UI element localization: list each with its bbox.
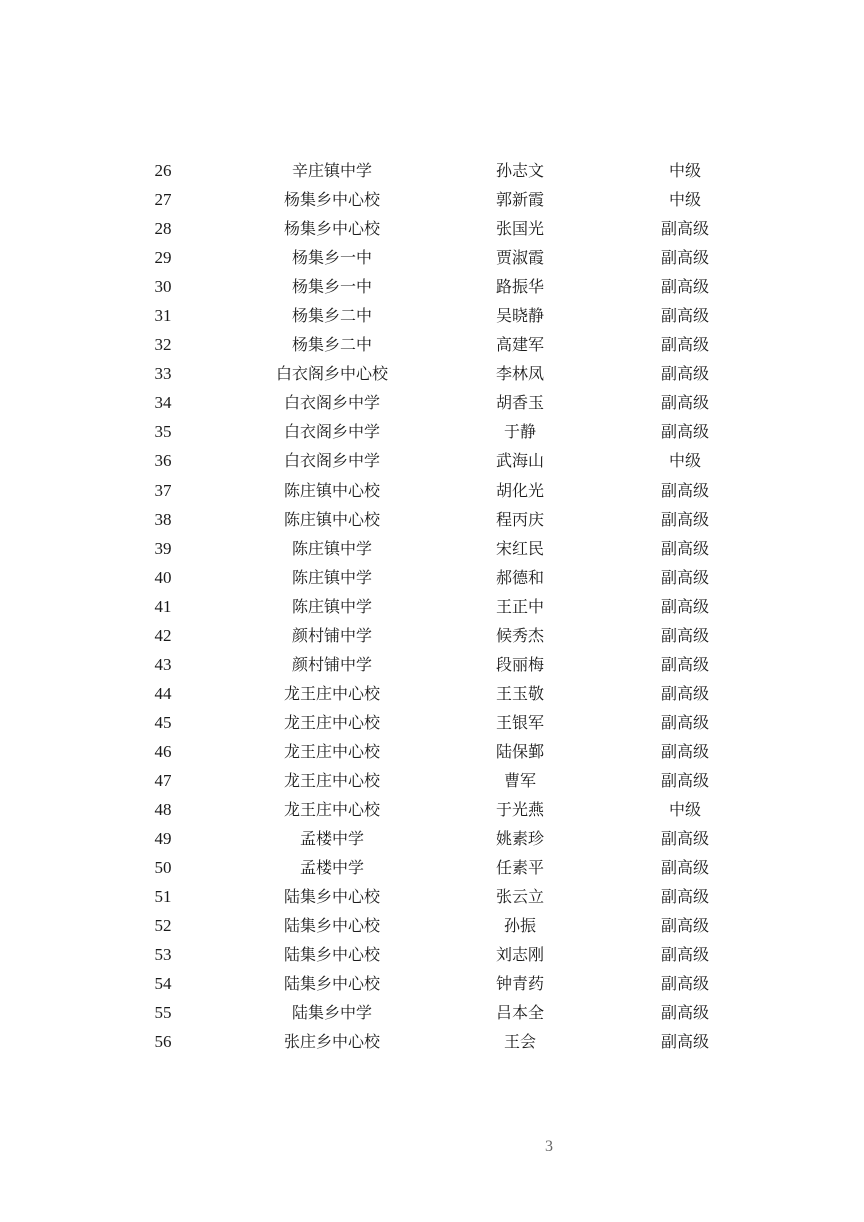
staff-table — [0, 156, 864, 1056]
teacher-name: 于光燕 — [495, 800, 544, 820]
teacher-name: 王银军 — [495, 712, 544, 732]
table-row — [0, 621, 864, 650]
table-row — [0, 330, 864, 359]
row-number: 39 — [154, 538, 172, 558]
teacher-name: 贾淑霞 — [495, 248, 544, 268]
table-row — [0, 737, 864, 766]
table-row — [0, 650, 864, 679]
teacher-name: 孙振 — [503, 916, 536, 936]
school-name: 陈庄镇中心校 — [283, 509, 380, 529]
row-number: 36 — [154, 451, 172, 471]
table-row — [0, 388, 864, 417]
row-number: 30 — [154, 277, 172, 297]
teacher-name: 孙志文 — [495, 161, 544, 180]
row-number: 27 — [154, 190, 172, 210]
table-row — [0, 1027, 864, 1056]
title-level: 副高级 — [660, 509, 709, 529]
teacher-name: 候秀杰 — [495, 625, 544, 645]
teacher-name: 胡香玉 — [495, 393, 544, 413]
title-level: 副高级 — [660, 393, 709, 413]
row-number: 32 — [154, 335, 172, 355]
school-name: 杨集乡二中 — [291, 306, 372, 326]
school-name: 陆集乡中心校 — [283, 887, 380, 907]
title-level: 中级 — [668, 800, 701, 820]
school-name: 杨集乡一中 — [291, 248, 372, 268]
table-row — [0, 417, 864, 446]
school-name: 陈庄镇中学 — [291, 538, 372, 558]
school-name: 颜村铺中学 — [291, 625, 372, 645]
row-number: 46 — [154, 741, 172, 761]
title-level: 副高级 — [660, 770, 709, 790]
school-name: 龙王庄中心校 — [283, 712, 380, 732]
teacher-name: 于静 — [503, 422, 536, 442]
school-name: 杨集乡二中 — [291, 335, 372, 355]
school-name: 张庄乡中心校 — [283, 1032, 380, 1052]
school-name: 杨集乡中心校 — [283, 219, 380, 239]
row-number: 53 — [154, 945, 172, 965]
table-row — [0, 563, 864, 592]
row-number: 56 — [154, 1032, 172, 1052]
teacher-name: 郭新霞 — [495, 190, 544, 210]
row-number: 54 — [154, 974, 172, 994]
table-row — [0, 766, 864, 795]
row-number: 28 — [154, 219, 172, 239]
school-name: 颜村铺中学 — [291, 654, 372, 674]
title-level: 副高级 — [660, 567, 709, 587]
school-name: 陈庄镇中学 — [291, 567, 372, 587]
table-row — [0, 592, 864, 621]
title-level: 副高级 — [660, 654, 709, 674]
school-name: 龙王庄中心校 — [283, 741, 380, 761]
table-row — [0, 156, 864, 185]
school-name: 孟楼中学 — [299, 829, 364, 849]
row-number: 41 — [154, 596, 172, 616]
title-level: 副高级 — [660, 858, 709, 878]
teacher-name: 宋红民 — [495, 538, 544, 558]
teacher-name: 王会 — [503, 1032, 536, 1052]
teacher-name: 武海山 — [495, 451, 544, 471]
title-level: 副高级 — [660, 741, 709, 761]
page-number: 3 — [545, 1138, 553, 1155]
table-row — [0, 446, 864, 475]
row-number: 44 — [154, 683, 172, 703]
school-name: 龙王庄中心校 — [283, 770, 380, 790]
table-row — [0, 679, 864, 708]
school-name: 白衣阁乡中心校 — [275, 364, 388, 384]
title-level: 副高级 — [660, 916, 709, 936]
row-number: 29 — [154, 248, 172, 268]
school-name: 陆集乡中心校 — [283, 916, 380, 936]
row-number: 34 — [154, 393, 172, 413]
school-name: 龙王庄中心校 — [283, 683, 380, 703]
school-name: 陈庄镇中心校 — [283, 480, 380, 500]
title-level: 副高级 — [660, 887, 709, 907]
teacher-name: 王玉敬 — [495, 683, 544, 703]
title-level: 副高级 — [660, 538, 709, 558]
title-level: 副高级 — [660, 683, 709, 703]
title-level: 副高级 — [660, 306, 709, 326]
title-level: 中级 — [668, 451, 701, 471]
title-level: 副高级 — [660, 945, 709, 965]
row-number: 35 — [154, 422, 172, 442]
table-row — [0, 708, 864, 737]
teacher-name: 张云立 — [495, 887, 544, 907]
table-row — [0, 911, 864, 940]
row-number: 45 — [154, 712, 172, 732]
teacher-name: 姚素珍 — [495, 829, 544, 849]
teacher-name: 李林凤 — [495, 364, 544, 384]
title-level: 副高级 — [660, 277, 709, 297]
school-name: 辛庄镇中学 — [291, 161, 372, 180]
row-number: 48 — [154, 800, 172, 820]
title-level: 副高级 — [660, 219, 709, 239]
teacher-name: 胡化光 — [495, 480, 544, 500]
table-row — [0, 940, 864, 969]
teacher-name: 张国光 — [495, 219, 544, 239]
teacher-name: 郝德和 — [495, 567, 544, 587]
title-level: 副高级 — [660, 335, 709, 355]
title-level: 副高级 — [660, 422, 709, 442]
row-number: 43 — [154, 654, 172, 674]
row-number: 42 — [154, 625, 172, 645]
table-row — [0, 853, 864, 882]
teacher-name: 吴晓静 — [495, 306, 544, 326]
table-row — [0, 301, 864, 330]
row-number: 26 — [154, 161, 172, 180]
table-row — [0, 505, 864, 534]
row-number: 50 — [154, 858, 172, 878]
title-level: 副高级 — [660, 1003, 709, 1023]
row-number: 37 — [154, 480, 172, 500]
table-row — [0, 359, 864, 388]
row-number: 51 — [154, 887, 172, 907]
school-name: 白衣阁乡中学 — [283, 451, 380, 471]
school-name: 龙王庄中心校 — [283, 800, 380, 820]
table-row — [0, 969, 864, 998]
title-level: 副高级 — [660, 364, 709, 384]
school-name: 杨集乡一中 — [291, 277, 372, 297]
row-number: 55 — [154, 1003, 172, 1023]
teacher-name: 陆保鄞 — [495, 741, 544, 761]
school-name: 白衣阁乡中学 — [283, 393, 380, 413]
table-row — [0, 824, 864, 853]
title-level: 副高级 — [660, 712, 709, 732]
school-name: 孟楼中学 — [299, 858, 364, 878]
teacher-name: 曹军 — [503, 770, 536, 790]
title-level: 副高级 — [660, 829, 709, 849]
row-number: 40 — [154, 567, 172, 587]
row-number: 52 — [154, 916, 172, 936]
title-level: 副高级 — [660, 248, 709, 268]
table-row — [0, 272, 864, 301]
table-row — [0, 185, 864, 214]
teacher-name: 吕本全 — [495, 1003, 544, 1023]
teacher-name: 钟青药 — [495, 974, 544, 994]
table-row — [0, 795, 864, 824]
table-row — [0, 214, 864, 243]
teacher-name: 路振华 — [495, 277, 544, 297]
teacher-name: 任素平 — [495, 858, 544, 878]
table-row — [0, 534, 864, 563]
teacher-name: 程丙庆 — [495, 509, 544, 529]
row-number: 49 — [154, 829, 172, 849]
row-number: 38 — [154, 509, 172, 529]
title-level: 中级 — [668, 161, 701, 180]
school-name: 陆集乡中心校 — [283, 945, 380, 965]
row-number: 31 — [154, 306, 172, 326]
title-level: 副高级 — [660, 480, 709, 500]
school-name: 杨集乡中心校 — [283, 190, 380, 210]
table-row — [0, 476, 864, 505]
table-row — [0, 998, 864, 1027]
school-name: 陆集乡中心校 — [283, 974, 380, 994]
teacher-name: 王正中 — [495, 596, 544, 616]
table-row — [0, 882, 864, 911]
school-name: 陆集乡中学 — [291, 1003, 372, 1023]
school-name: 陈庄镇中学 — [291, 596, 372, 616]
title-level: 中级 — [668, 190, 701, 210]
title-level: 副高级 — [660, 596, 709, 616]
teacher-name: 高建军 — [495, 335, 544, 355]
title-level: 副高级 — [660, 625, 709, 645]
teacher-name: 刘志刚 — [495, 945, 544, 965]
school-name: 白衣阁乡中学 — [283, 422, 380, 442]
teacher-name: 段丽梅 — [495, 654, 544, 674]
row-number: 33 — [154, 364, 172, 384]
row-number: 47 — [154, 770, 172, 790]
title-level: 副高级 — [660, 974, 709, 994]
title-level: 副高级 — [660, 1032, 709, 1052]
table-row — [0, 243, 864, 272]
